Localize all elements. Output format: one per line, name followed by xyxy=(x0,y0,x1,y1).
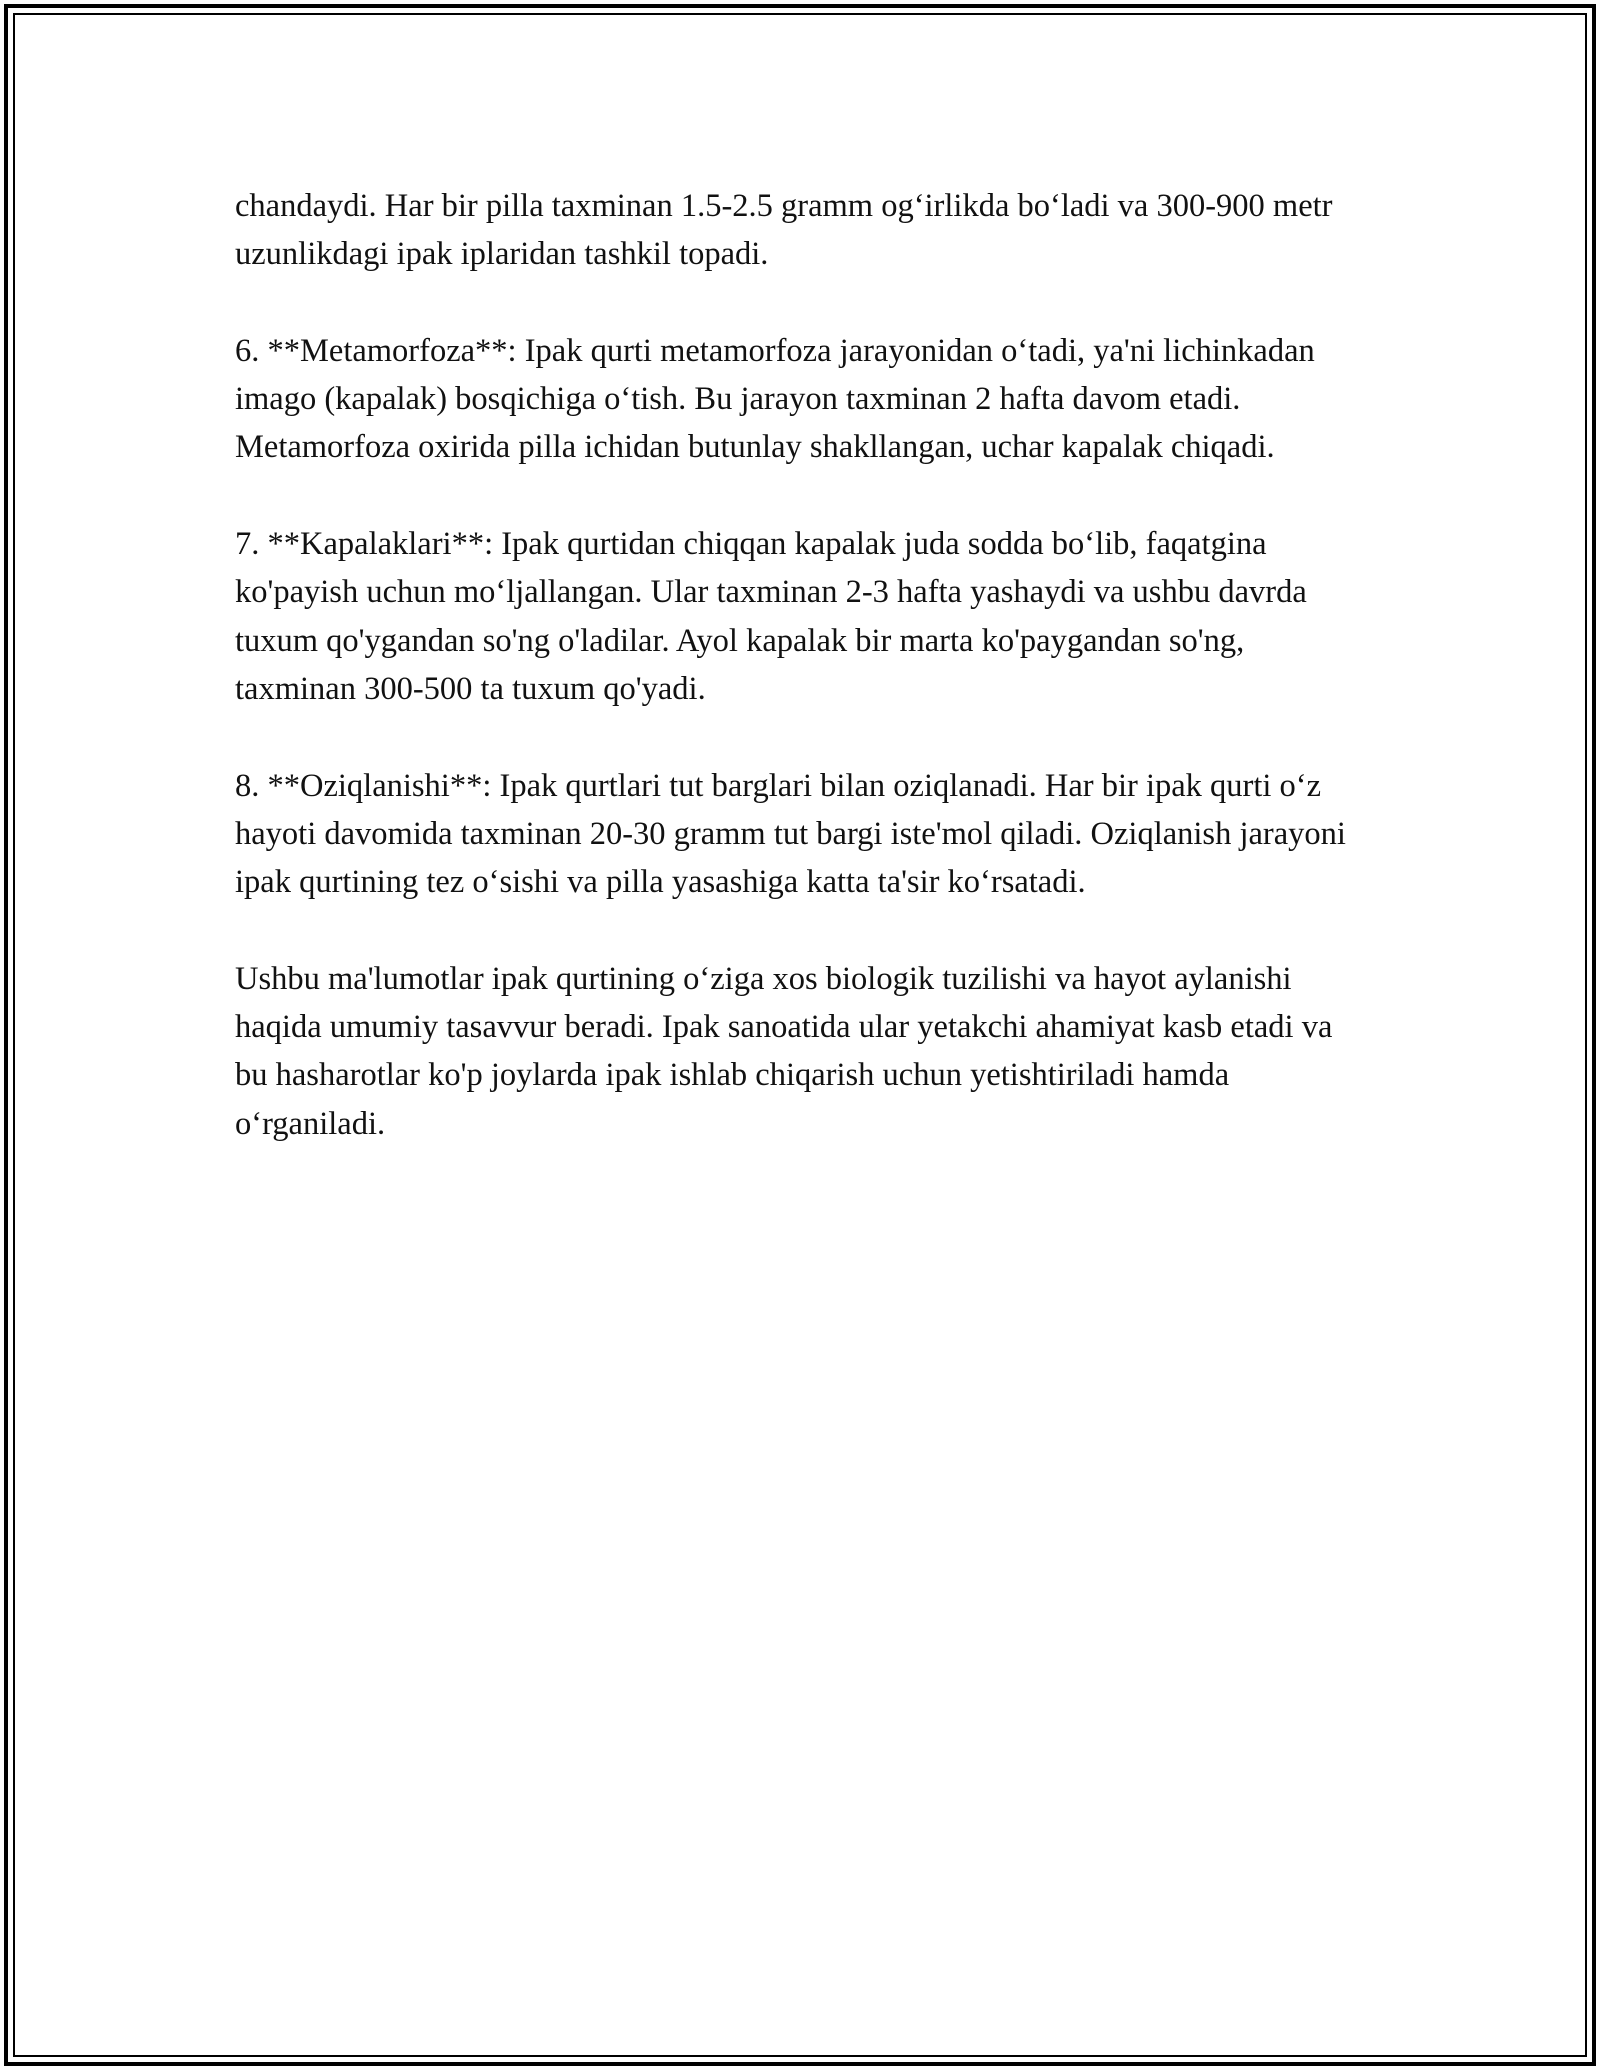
paragraph-conclusion: Ushbu ma'lumotlar ipak qurtining o‘ziga xos biologik tuzilishi va hayot aylanishi haqida umumiy tasavvur beradi. Ipak sanoatida ular yetakchi ahamiyat kasb etadi va bu hasharotlar ko'p joylarda ipak ishlab chiqarish uchun yetishtiriladi hamda o‘rganiladi. xyxy=(235,960,1333,1142)
paragraph-continuation: chandaydi. Har bir pilla taxminan 1.5-2.5 gramm og‘irlikda bo‘ladi va 300-900 metr uzunlikdagi ipak iplaridan tashkil topadi. xyxy=(235,188,1333,273)
paragraph-kapalaklari: 7. **Kapalaklari**: Ipak qurtidan chiqqan kapalak juda sodda bo‘lib, faqatgina ko'payish uchun mo‘ljallangan. Ular taxminan 2-3 hafta yashaydi va ushbu davrda tuxum qo'ygandan so'ng o'ladilar. Ayol kapalak bir marta ko'paygandan so'ng, taxminan 300-500 ta tuxum qo'yadi. xyxy=(235,526,1307,707)
paragraph-metamorfoza: 6. **Metamorfoza**: Ipak qurti metamorfoza jarayonidan o‘tadi, ya'ni lichinkadan imago (kapalak) bosqichiga o‘tish. Bu jarayon taxminan 2 hafta davom etadi. Metamorfoza oxirida pilla ichidan butunlay shakllangan, uchar kapalak chiqadi. xyxy=(235,332,1315,466)
document-body xyxy=(235,182,1370,1196)
paragraph-oziqlanishi: 8. **Oziqlanishi**: Ipak qurtlari tut barglari bilan oziqlanadi. Har bir ipak qurti o‘z hayoti davomida taxminan 20-30 gramm tut bargi iste'mol qiladi. Oziqlanish jarayoni ipak qurtining tez o‘sishi va pilla yasashiga katta ta'sir ko‘rsatadi. xyxy=(235,767,1346,901)
